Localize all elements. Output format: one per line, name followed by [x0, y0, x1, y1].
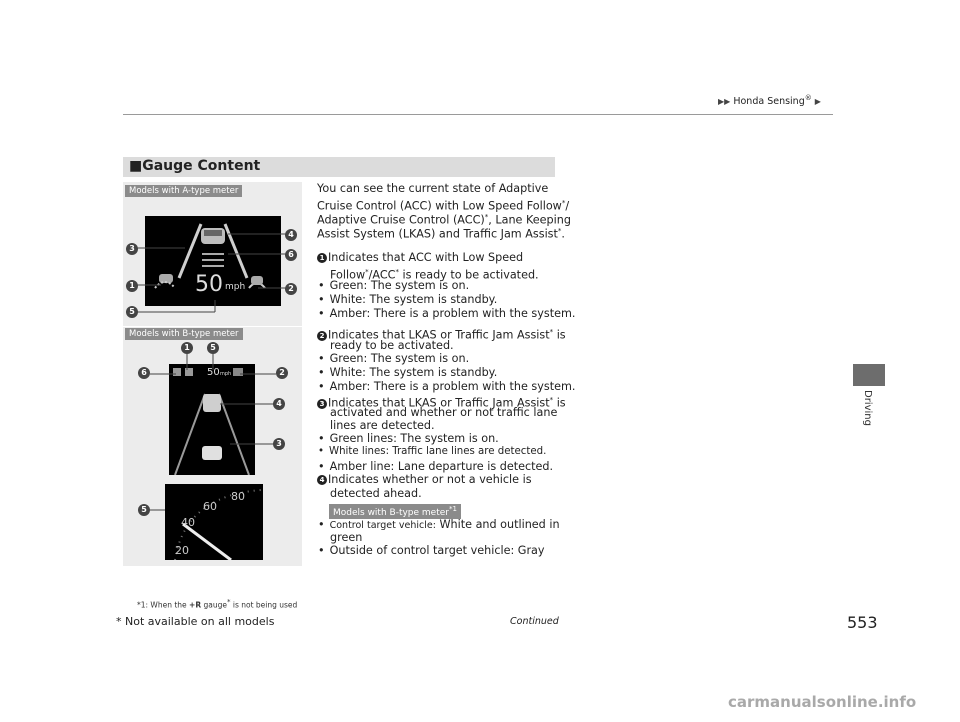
item-1-bullet-3: • Amber: There is a problem with the system.: [318, 307, 575, 320]
item-1-bullet-2: • White: The system is standby.: [318, 293, 497, 306]
a-type-speed: 50: [195, 272, 223, 297]
item-3-number-icon: 3: [317, 399, 327, 409]
item-1-line-2: Follow*/ACC* is ready to be activated.: [330, 268, 539, 282]
callout-3-b: 3: [273, 438, 285, 450]
chapter-label: Driving: [862, 390, 873, 426]
breadcrumb: ▶▶ Honda Sensing® ▶: [718, 94, 821, 108]
item-3-bullet-1: • Green lines: The system is on.: [318, 432, 499, 445]
b-type-meter-tag: Models with B-type meter: [125, 328, 243, 340]
callout-6-a: 6: [285, 249, 297, 261]
callout-5-b-dial: 5: [138, 504, 150, 516]
item-3-bullet-2: • White lines: Traffic lane lines are detected.: [318, 446, 546, 457]
item-4-bullet-2: • Outside of control target vehicle: Gray: [318, 544, 545, 557]
a-type-meter-tag: Models with A-type meter: [125, 185, 242, 197]
watermark: carmanualsonline.info: [728, 693, 917, 711]
callout-6-b: 6: [138, 367, 150, 379]
intro-line-1: You can see the current state of Adaptive: [317, 182, 549, 195]
b-type-meter-body-tag: Models with B-type meter$^{*1}$: [329, 504, 461, 519]
item-4-line-1: 4 Indicates whether or not a vehicle is: [317, 473, 532, 487]
item-3-line-3: lines are detected.: [330, 419, 435, 432]
item-3-bullet-3: • Amber line: Lane departure is detected.: [318, 460, 553, 473]
item-2-bullet-3: • Amber: There is a problem with the system.: [318, 380, 575, 393]
callout-4-b: 4: [273, 398, 285, 410]
item-2-bullet-1: • Green: The system is on.: [318, 352, 469, 365]
callout-5-a: 5: [126, 306, 138, 318]
breadcrumb-arrow-icon: ▶: [814, 97, 821, 107]
callout-5-b: 5: [207, 342, 219, 354]
page-number: 553: [847, 613, 878, 632]
item-2-line-1: 2 Indicates that LKAS or Traffic Jam Assist* is: [317, 325, 566, 343]
item-1-line-1: 1 Indicates that ACC with Low Speed: [317, 251, 523, 265]
b-type-unit: mph: [220, 371, 232, 377]
availability-note: * Not available on all models: [116, 615, 275, 628]
dial-label-40: 40: [181, 516, 195, 529]
item-2-number-icon: 2: [317, 331, 327, 341]
continued-label: Continued: [510, 616, 559, 627]
callout-2-b: 2: [276, 367, 288, 379]
intro-line-3: Adaptive Cruise Control (ACC)*, Lane Keeping: [317, 213, 571, 227]
breadcrumb-arrows-icon: ▶▶: [718, 97, 731, 107]
item-3-line-2: activated and whether or not traffic lane: [330, 406, 558, 419]
panel-divider: [123, 326, 302, 327]
item-1-bullet-1: • Green: The system is on.: [318, 279, 469, 292]
chapter-tab: [853, 364, 885, 386]
callout-2-a: 2: [285, 283, 297, 295]
footnote: *1: When the +R gauge* is not being used: [137, 598, 298, 610]
header-rule: [123, 114, 833, 115]
a-type-unit: mph: [225, 282, 246, 292]
breadcrumb-text: Honda Sensing: [733, 96, 805, 108]
item-3-line-1: 3 Indicates that LKAS or Traffic Jam Assist* is: [317, 393, 566, 411]
item-2-bullet-2: • White: The system is standby.: [318, 366, 497, 379]
dial-label-80: 80: [231, 490, 245, 503]
b-type-speed: 50: [207, 367, 220, 378]
intro-line-4: Assist System (LKAS) and Traffic Jam Assist*.: [317, 227, 565, 241]
a-type-leader-lines: [123, 220, 303, 320]
section-heading: ■Gauge Content: [123, 157, 555, 177]
item-4-line-2: detected ahead.: [330, 487, 422, 500]
callout-3-a: 3: [126, 243, 138, 255]
dial-label-60: 60: [203, 500, 217, 513]
intro-line-2: Cruise Control (ACC) with Low Speed Follow*/: [317, 199, 570, 213]
item-2-line-2: ready to be activated.: [330, 339, 454, 352]
item-4-bullet-1-cont: green: [330, 531, 363, 544]
b-type-speed-dial: [165, 484, 263, 560]
item-1-number-icon: 1: [317, 253, 327, 263]
dial-label-20: 20: [175, 544, 189, 557]
item-4-bullet-1: • Control target vehicle: White and outlined in: [318, 518, 560, 531]
callout-1-a: 1: [126, 280, 138, 292]
callout-1-b: 1: [181, 342, 193, 354]
callout-4-a: 4: [285, 229, 297, 241]
item-4-number-icon: 4: [317, 475, 327, 485]
